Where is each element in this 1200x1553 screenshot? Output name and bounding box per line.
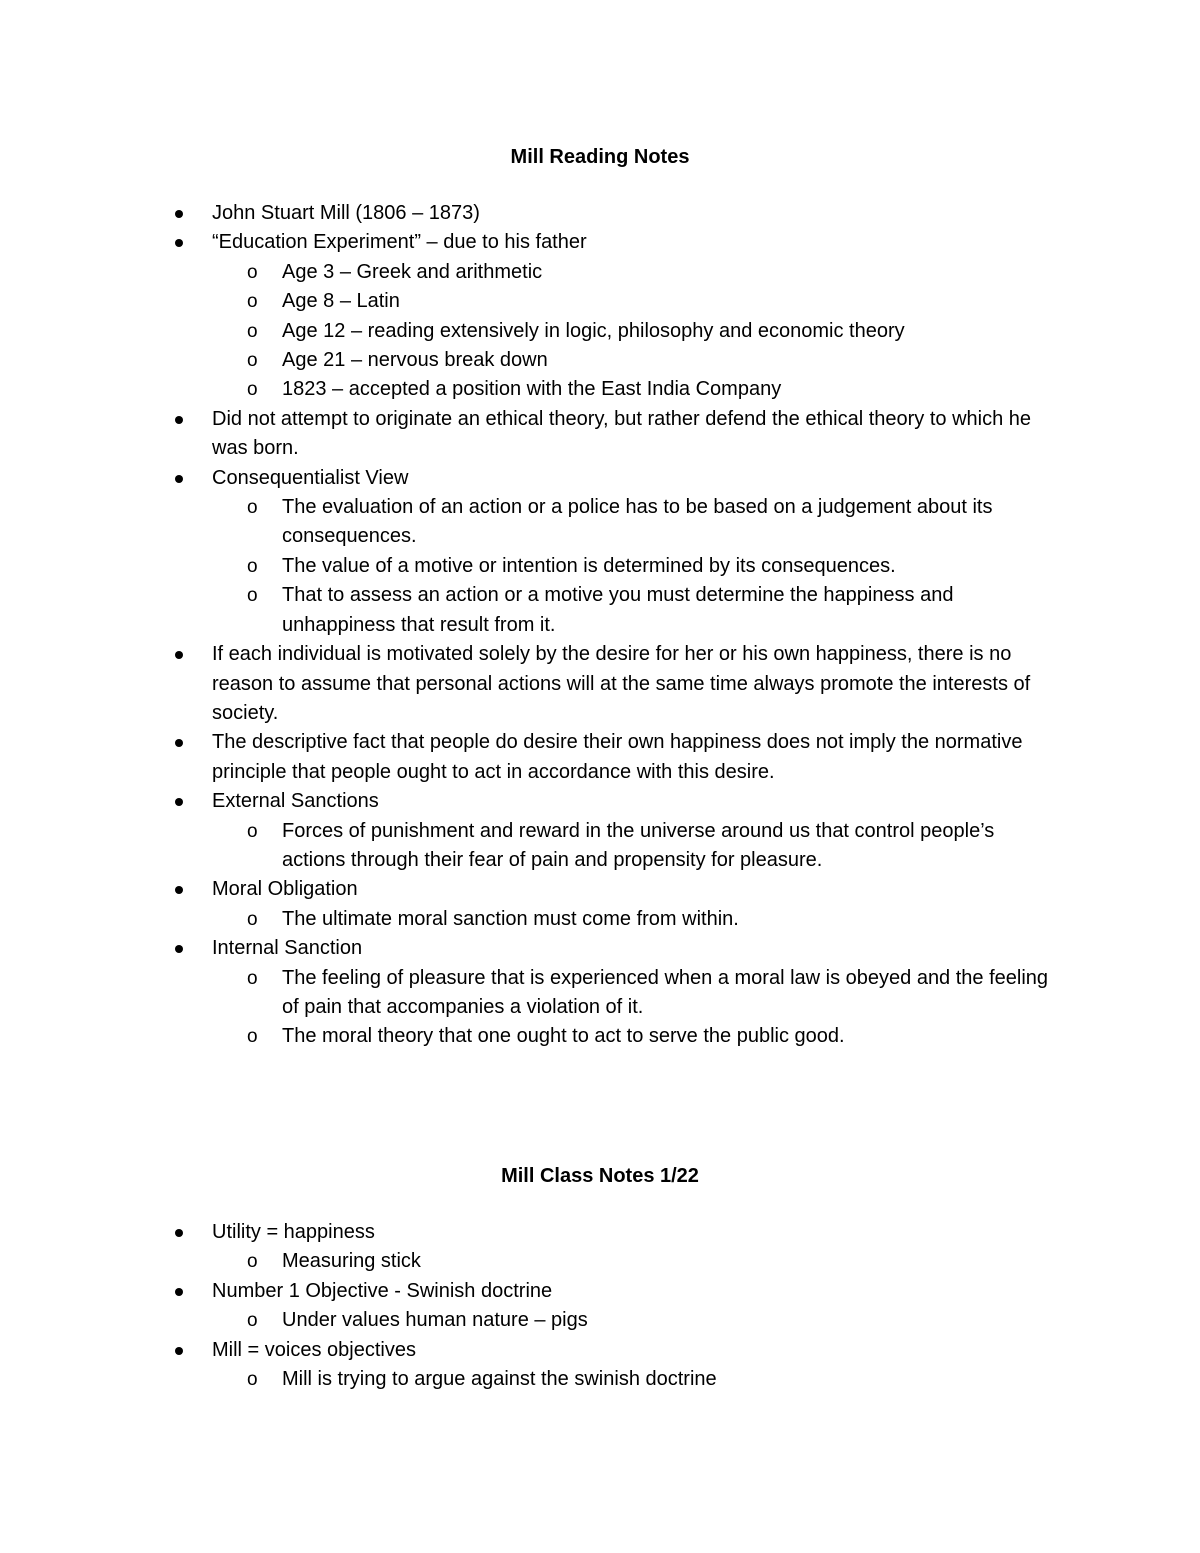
bullet-item <box>0 875 1052 934</box>
bullet-item <box>0 934 1052 1052</box>
class-notes-title: Mill Class Notes 1/22 <box>501 1165 699 1187</box>
sub-list <box>212 905 1052 934</box>
sub-list <box>212 1306 1052 1335</box>
bullet-text: External Sanctions <box>212 790 379 813</box>
bullet-text: Moral Obligation <box>212 878 358 901</box>
bullet-text: “Education Experiment” – due to his father <box>212 231 587 254</box>
bullet-text: Internal Sanction <box>212 937 363 960</box>
bullet-text: Utility = happiness <box>212 1221 375 1243</box>
bullet-item <box>0 1218 1052 1277</box>
sub-bullet-item: o Age 12 – reading extensively in logic, philosophy and economic theory <box>282 317 1057 346</box>
sub-bullet-item: o The moral theory that one ought to act to serve the public good. <box>282 1022 1057 1051</box>
reading-notes-title: Mill Reading Notes <box>510 146 690 168</box>
sub-list <box>212 817 1052 876</box>
sub-bullet-item: o That to assess an action or a motive you must determine the happiness and unhappiness that result from it. <box>282 581 1057 640</box>
sub-bullet-item: o 1823 – accepted a position with the East India Company <box>282 375 1057 404</box>
sub-bullet-item: o Forces of punishment and reward in the universe around us that control people’s actions through their fear of pain and propensity for pleasure. <box>282 817 1057 876</box>
bullet-item <box>0 1277 1052 1336</box>
bullet-item <box>0 228 1052 404</box>
sub-list <box>212 964 1052 1052</box>
sub-list <box>212 258 1052 405</box>
sub-bullet-item: o Measuring stick <box>282 1247 1057 1276</box>
sub-bullet-item: o Mill is trying to argue against the swinish doctrine <box>282 1365 1057 1394</box>
bullet-item <box>0 728 1052 787</box>
bullet-item <box>0 1336 1052 1395</box>
bullet-item <box>0 405 1052 464</box>
bullet-text: Mill = voices objectives <box>212 1338 416 1361</box>
sub-list <box>212 1247 1052 1276</box>
sub-bullet-item: o Age 8 – Latin <box>282 287 1057 316</box>
class-notes-list <box>0 1218 1200 1394</box>
reading-notes-list <box>0 199 1200 1052</box>
bullet-text: Consequentialist View <box>212 466 409 489</box>
bullet-text: If each individual is motivated solely by the desire for her or his own happiness, there is no reason to assume that personal actions will at the same time always promote the interests of society. <box>212 643 1031 724</box>
bullet-item <box>0 464 1052 640</box>
sub-bullet-item: o Under values human nature – pigs <box>282 1306 1057 1335</box>
sub-bullet-item: o The evaluation of an action or a police has to be based on a judgement about its consequences. <box>282 493 1057 552</box>
sub-list <box>212 1365 1052 1394</box>
sub-bullet-item: o The feeling of pleasure that is experienced when a moral law is obeyed and the feeling of pain that accompanies a violation of it. <box>282 964 1057 1023</box>
bullet-text: The descriptive fact that people do desire their own happiness does not imply the normative principle that people ought to act in accordance with this desire. <box>212 731 1023 783</box>
sub-list <box>212 493 1052 640</box>
bullet-item <box>0 199 1052 228</box>
bullet-item <box>0 640 1052 728</box>
sub-bullet-item: o Age 3 – Greek and arithmetic <box>282 258 1057 287</box>
sub-bullet-item: o The value of a motive or intention is determined by its consequences. <box>282 552 1057 581</box>
sub-bullet-item: o The ultimate moral sanction must come from within. <box>282 905 1057 934</box>
bullet-item <box>0 787 1052 875</box>
sub-bullet-item: o Age 21 – nervous break down <box>282 346 1057 375</box>
bullet-text: John Stuart Mill (1806 – 1873) <box>212 202 480 224</box>
bullet-text: Did not attempt to originate an ethical theory, but rather defend the ethical theory to which he was born. <box>212 407 1032 460</box>
bullet-text: Number 1 Objective - Swinish doctrine <box>212 1279 553 1302</box>
